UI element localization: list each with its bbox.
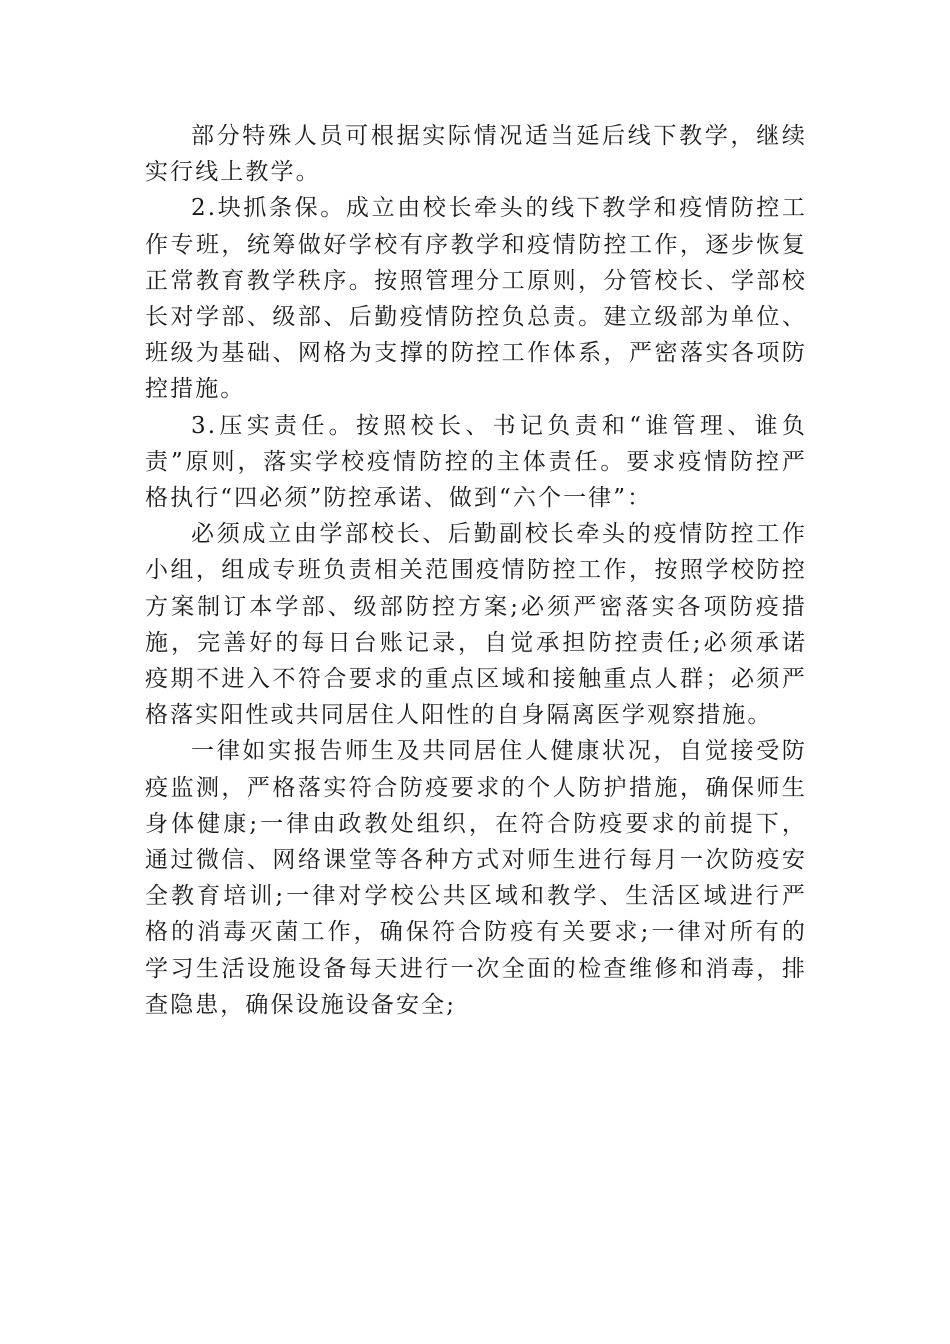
paragraph-four-musts: 必须成立由学部校长、后勤副校长牵头的疫情防控工作小组，组成专班负责相关范围疫情防控工作，按照学校防控方案制订本学部、级部防控方案;必须严密落实各项防疫措施，完善好的每日台账记录，自觉承担防控责任;必须承诺疫期不进入不符合要求的重点区域和接触重点人群；必须严格落实阳性或共同居住人阳性的自身隔离医学观察措施。 <box>145 521 807 729</box>
paragraph-six-rules: 一律如实报告师生及共同居住人健康状况，自觉接受防疫监测，严格落实符合防疫要求的个人防护措施，确保师生身体健康;一律由政教处组织，在符合防疫要求的前提下，通过微信、网络课堂等各种方式对师生进行每月一次防疫安全教育培训;一律对学校公共区域和教学、生活区域进行严格的消毒灭菌工作，确保符合防疫有关要求;一律对所有的学习生活设施设备每天进行一次全面的检查维修和消毒，排查隐患，确保设施设备安全; <box>145 738 807 1018</box>
paragraph-work-team: 2.块抓条保。成立由校长牵头的线下教学和疫情防控工作专班，统筹做好学校有序教学和疫情防控工作，逐步恢复正常教育教学秩序。按照管理分工原则，分管校长、学部校长对学部、级部、后勤疫情防控负总责。建立级部为单位、班级为基础、网格为支撑的防控工作体系，严密落实各项防控措施。 <box>145 195 807 403</box>
document-body <box>145 118 807 1023</box>
paragraph-responsibility: 3.压实责任。按照校长、书记负责和“谁管理、谁负责”原则，落实学校疫情防控的主体责任。要求疫情防控严格执行“四必须”防控承诺、做到“六个一律”： <box>145 412 807 512</box>
paragraph-offline-teaching: 部分特殊人员可根据实际情况适当延后线下教学，继续实行线上教学。 <box>145 123 807 186</box>
